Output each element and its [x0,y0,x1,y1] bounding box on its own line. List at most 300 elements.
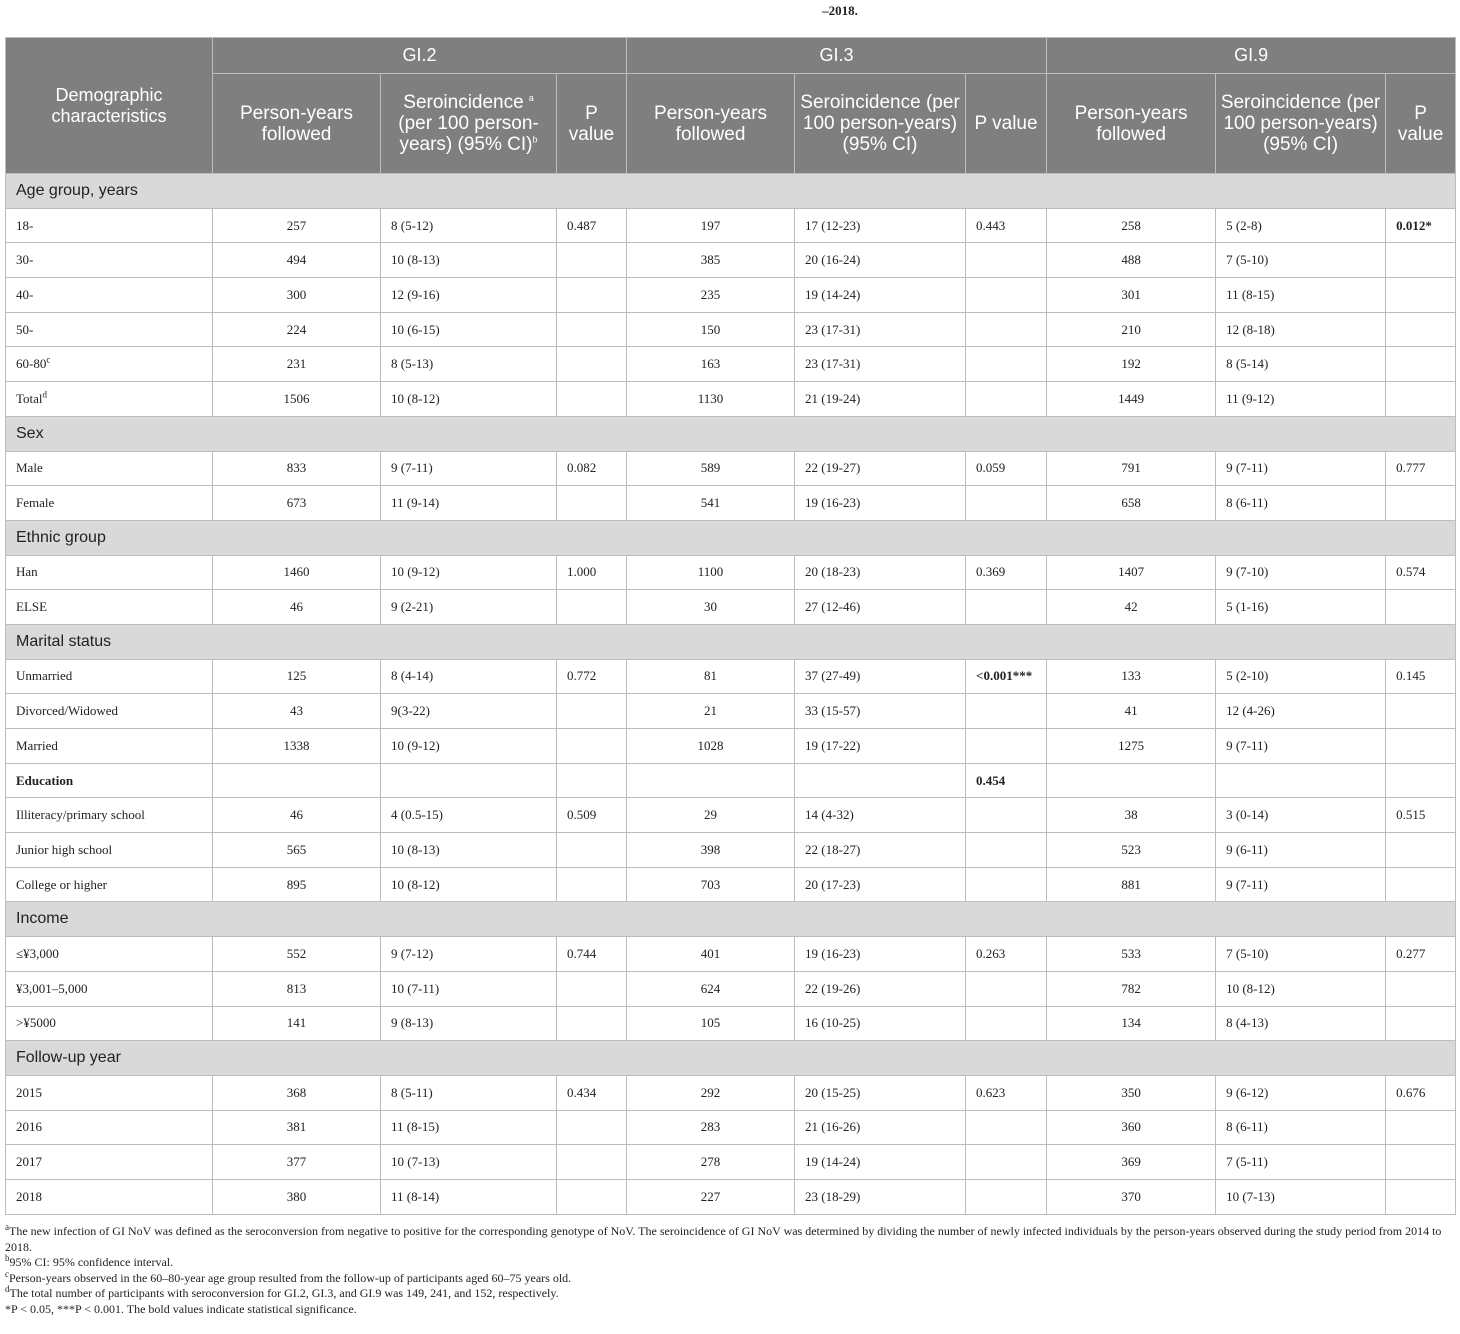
row-label-text: College or higher [16,876,107,892]
seroincidence-cell: 20 (15-25) [795,1075,966,1110]
person-years-cell: 488 [1047,243,1216,278]
row-label-text: Total [16,390,43,406]
seroincidence-cell: 11 (8-15) [1216,278,1386,313]
person-years-cell: 1130 [627,382,795,417]
person-years-header: Person-years followed [213,74,381,174]
seroincidence-header [381,74,557,174]
row-label [6,1006,213,1041]
row-label-text: Female [16,495,55,511]
seroincidence-unit: (per 100 person-years) (95% CI) [398,113,539,155]
seroincidence-cell: 9 (7-11) [1216,867,1386,902]
person-years-cell: 589 [627,451,795,486]
p-value-cell [1386,1110,1456,1145]
person-years-cell: 300 [213,278,381,313]
seroincidence-cell: 20 (16-24) [795,243,966,278]
person-years-cell [1047,763,1216,798]
p-value-cell: 0.574 [1386,555,1456,590]
table-row [6,1145,1456,1180]
p-value-cell [1386,278,1456,313]
p-value-cell: 0.777 [1386,451,1456,486]
person-years-cell: 782 [1047,971,1216,1006]
person-years-cell: 541 [627,486,795,521]
table-row [6,1006,1456,1041]
p-value-cell [1386,243,1456,278]
row-label-text: 2016 [16,1119,42,1135]
row-label-text: 2018 [16,1188,42,1204]
row-label-text: ≤¥3,000 [16,945,59,961]
row-label-text: Male [16,460,43,476]
seroincidence-cell [381,763,557,798]
person-years-cell: 1028 [627,729,795,764]
footnote-text: 95% CI: 95% confidence interval. [9,1255,174,1269]
row-label-text: Divorced/Widowed [16,703,119,719]
row-label [6,833,213,868]
row-label [6,659,213,694]
seroincidence-cell: 10 (7-11) [381,971,557,1006]
person-years-cell: 673 [213,486,381,521]
table-body [6,174,1456,1215]
row-label [6,555,213,590]
p-value-cell: 0.263 [966,937,1047,972]
person-years-cell: 192 [1047,347,1216,382]
row-label-text: 2017 [16,1154,42,1170]
footnote-text: The new infection of GI NoV was defined as the seroconversion from negative to positive for the corresponding genotype of NoV. The seroincidence of GI NoV was determined by dividing the number of newly infected individuals by the person-years observed during the study period from 2014 to 2018. [5,1224,1442,1254]
p-value-cell: 0.082 [557,451,627,486]
person-years-cell: 283 [627,1110,795,1145]
person-years-cell: 38 [1047,798,1216,833]
p-value-cell [557,971,627,1006]
table-row [6,382,1456,417]
seroincidence-cell: 10 (8-13) [381,833,557,868]
person-years-cell: 41 [1047,694,1216,729]
footnotes [5,1224,1457,1317]
person-years-cell: 29 [627,798,795,833]
p-value-cell [966,867,1047,902]
person-years-cell: 150 [627,312,795,347]
row-label-text: ¥3,001–5,000 [16,980,88,996]
footnote-text: *P < 0.05, ***P < 0.001. The bold values indicate statistical significance. [5,1301,357,1316]
person-years-cell: 278 [627,1145,795,1180]
person-years-cell: 350 [1047,1075,1216,1110]
row-label-text: Married [16,737,58,753]
seroincidence-cell: 14 (4-32) [795,798,966,833]
p-value-cell: 0.434 [557,1075,627,1110]
seroincidence-cell [1216,763,1386,798]
row-label [6,486,213,521]
seroincidence-cell: 37 (27-49) [795,659,966,694]
table-row [6,486,1456,521]
row-label [6,1179,213,1214]
person-years-cell: 565 [213,833,381,868]
p-value-cell [1386,867,1456,902]
person-years-cell: 141 [213,1006,381,1041]
seroincidence-cell: 9 (7-11) [381,451,557,486]
p-value-cell [966,1145,1047,1180]
seroincidence-title: Seroincidence [1220,92,1342,113]
person-years-cell: 163 [627,347,795,382]
p-value-cell: 0.443 [966,208,1047,243]
p-value-cell [1386,486,1456,521]
person-years-cell: 227 [627,1179,795,1214]
seroincidence-cell: 22 (19-26) [795,971,966,1006]
seroincidence-cell: 9 (8-13) [381,1006,557,1041]
person-years-cell: 360 [1047,1110,1216,1145]
seroincidence-cell: 8 (5-12) [381,208,557,243]
person-years-cell: 30 [627,590,795,625]
person-years-cell: 494 [213,243,381,278]
table-row [6,555,1456,590]
p-value-cell: 0.487 [557,208,627,243]
seroincidence-cell: 10 (8-12) [381,867,557,902]
row-label [6,971,213,1006]
p-value-cell [1386,590,1456,625]
person-years-cell: 368 [213,1075,381,1110]
p-value-cell [1386,347,1456,382]
seroincidence-cell: 5 (1-16) [1216,590,1386,625]
p-value-cell [557,278,627,313]
person-years-cell: 258 [1047,208,1216,243]
table-row [6,1179,1456,1214]
footnote-mark: a [528,92,534,103]
row-label [6,382,213,417]
person-years-cell: 369 [1047,1145,1216,1180]
person-years-cell: 624 [627,971,795,1006]
seroincidence-cell: 19 (16-23) [795,486,966,521]
row-label-text: 18- [16,217,34,233]
p-value-cell [557,312,627,347]
table-row [6,763,1456,798]
table-row [6,278,1456,313]
seroincidence-cell: 9 (6-11) [1216,833,1386,868]
person-years-cell: 385 [627,243,795,278]
row-label-text: 50- [16,321,34,337]
p-value-cell [966,312,1047,347]
seroincidence-cell: 12 (9-16) [381,278,557,313]
table-row [6,937,1456,972]
p-value-cell [966,486,1047,521]
seroincidence-cell: 10 (6-15) [381,312,557,347]
seroincidence-cell: 10 (7-13) [381,1145,557,1180]
seroincidence-cell: 8 (6-11) [1216,1110,1386,1145]
person-years-cell [213,763,381,798]
row-label [6,208,213,243]
p-value-cell [966,833,1047,868]
p-value-cell [966,694,1047,729]
p-value-cell [966,347,1047,382]
p-value-cell [557,867,627,902]
seroincidence-cell: 8 (4-14) [381,659,557,694]
row-label-text: 60-80 [16,356,47,372]
person-years-cell: 895 [213,867,381,902]
seroincidence-cell: 9(3-22) [381,694,557,729]
p-value-cell [1386,1179,1456,1214]
section-row [6,1041,1456,1076]
seroincidence-table [5,37,1456,1215]
p-value-cell: 0.772 [557,659,627,694]
person-years-cell: 210 [1047,312,1216,347]
person-years-cell: 46 [213,798,381,833]
table-row [6,451,1456,486]
p-value-cell [966,243,1047,278]
person-years-cell: 791 [1047,451,1216,486]
seroincidence-cell: 12 (8-18) [1216,312,1386,347]
p-value-cell [557,243,627,278]
p-value-cell [1386,1145,1456,1180]
seroincidence-header [795,74,966,174]
person-years-cell: 703 [627,867,795,902]
person-years-cell: 1449 [1047,382,1216,417]
footnote [5,1255,1457,1271]
footnote [5,1224,1457,1255]
table-row [6,694,1456,729]
seroincidence-cell: 19 (16-23) [795,937,966,972]
seroincidence-cell: 9 (6-12) [1216,1075,1386,1110]
footnote-mark: d [42,389,48,400]
seroincidence-cell: 19 (14-24) [795,1145,966,1180]
p-value-cell [557,486,627,521]
section-title: Sex [6,416,1456,451]
p-value-cell: 0.509 [557,798,627,833]
table-row [6,243,1456,278]
p-value-cell [966,798,1047,833]
section-row [6,174,1456,209]
row-label-text: Han [16,564,38,580]
p-value-cell [557,1006,627,1041]
row-label-text: Junior high school [16,841,113,857]
seroincidence-cell: 7 (5-10) [1216,937,1386,972]
seroincidence-cell: 5 (2-8) [1216,208,1386,243]
person-years-cell: 401 [627,937,795,972]
person-years-cell [627,763,795,798]
p-value-cell: 1.000 [557,555,627,590]
seroincidence-cell: 10 (8-12) [1216,971,1386,1006]
section-row [6,624,1456,659]
p-value-cell: 0.676 [1386,1075,1456,1110]
seroincidence-cell: 11 (8-14) [381,1179,557,1214]
row-label [6,763,213,798]
table-row [6,867,1456,902]
row-label-text: 2015 [16,1084,42,1100]
table-row [6,312,1456,347]
person-years-cell: 881 [1047,867,1216,902]
footnote-mark: b [532,134,538,145]
seroincidence-cell: 17 (12-23) [795,208,966,243]
p-value-cell [557,590,627,625]
person-years-cell: 813 [213,971,381,1006]
row-label-text: Education [16,772,74,788]
seroincidence-cell: 9 (2-21) [381,590,557,625]
table-row [6,659,1456,694]
seroincidence-cell [795,763,966,798]
seroincidence-cell: 22 (18-27) [795,833,966,868]
seroincidence-cell: 8 (5-13) [381,347,557,382]
row-label [6,1145,213,1180]
person-years-cell: 1338 [213,729,381,764]
person-years-cell: 257 [213,208,381,243]
person-years-cell: 43 [213,694,381,729]
p-value-cell [1386,312,1456,347]
p-value-cell [966,971,1047,1006]
p-value-cell: 0.454 [966,763,1047,798]
seroincidence-cell: 7 (5-11) [1216,1145,1386,1180]
row-label-text: Illiteracy/primary school [16,807,145,823]
p-value-cell [557,1145,627,1180]
table-caption-fragment: –2018. [822,3,858,18]
p-value-cell: 0.012* [1386,208,1456,243]
person-years-cell: 381 [213,1110,381,1145]
footnote-mark: a [5,1222,9,1232]
p-value-cell [557,382,627,417]
footnote-text: The total number of participants with seroconversion for GI.2, GI.3, and GI.9 was 149, 241, and 152, respectively. [9,1286,559,1300]
row-label [6,312,213,347]
row-label-text: Unmarried [16,668,73,684]
row-label [6,1075,213,1110]
section-row [6,416,1456,451]
seroincidence-cell: 9 (7-11) [1216,451,1386,486]
p-value-cell [966,590,1047,625]
row-label-text: 30- [16,252,34,268]
seroincidence-cell: 23 (17-31) [795,312,966,347]
person-years-cell: 1407 [1047,555,1216,590]
row-label [6,729,213,764]
section-title: Follow-up year [6,1041,1456,1076]
row-label-text: >¥5000 [16,1015,56,1031]
seroincidence-cell: 8 (4-13) [1216,1006,1386,1041]
row-label [6,798,213,833]
person-years-cell: 523 [1047,833,1216,868]
person-years-cell: 370 [1047,1179,1216,1214]
footnote [5,1302,1457,1318]
p-value-cell [966,278,1047,313]
seroincidence-cell: 12 (4-26) [1216,694,1386,729]
p-value-cell [1386,382,1456,417]
row-label [6,937,213,972]
p-value-header: P value [1386,74,1456,174]
section-row [6,520,1456,555]
seroincidence-cell: 21 (19-24) [795,382,966,417]
row-label [6,243,213,278]
person-years-cell: 1460 [213,555,381,590]
table-row [6,729,1456,764]
row-label [6,451,213,486]
seroincidence-cell: 19 (14-24) [795,278,966,313]
seroincidence-cell: 33 (15-57) [795,694,966,729]
p-value-cell: 0.145 [1386,659,1456,694]
table-row [6,971,1456,1006]
section-title: Ethnic group [6,520,1456,555]
seroincidence-unit: (per 100 person-years) (95% CI) [802,92,960,155]
seroincidence-cell: 27 (12-46) [795,590,966,625]
seroincidence-cell: 21 (16-26) [795,1110,966,1145]
p-value-cell: 0.369 [966,555,1047,590]
p-value-cell [1386,729,1456,764]
p-value-cell [1386,971,1456,1006]
seroincidence-cell: 8 (5-14) [1216,347,1386,382]
seroincidence-cell: 9 (7-12) [381,937,557,972]
seroincidence-cell: 5 (2-10) [1216,659,1386,694]
p-value-cell: <0.001*** [966,659,1047,694]
section-title: Age group, years [6,174,1456,209]
row-label [6,694,213,729]
row-label [6,867,213,902]
seroincidence-title: Seroincidence [403,92,524,113]
footnote-mark: b [5,1253,10,1263]
person-years-cell: 133 [1047,659,1216,694]
footnote [5,1286,1457,1302]
row-label-text: 40- [16,286,34,302]
row-label-header: Demographic characteristics [6,38,213,174]
seroincidence-title: Seroincidence [800,92,921,113]
p-value-cell [966,729,1047,764]
footnote-mark: d [5,1284,10,1294]
p-value-cell: 0.515 [1386,798,1456,833]
p-value-cell [557,694,627,729]
p-value-cell [966,382,1047,417]
person-years-cell: 81 [627,659,795,694]
seroincidence-cell: 11 (9-12) [1216,382,1386,417]
p-value-cell [1386,833,1456,868]
p-value-cell [557,833,627,868]
group-header-gi3: GI.3 [627,38,1047,74]
person-years-header: Person-years followed [1047,74,1216,174]
person-years-cell: 292 [627,1075,795,1110]
seroincidence-cell: 8 (6-11) [1216,486,1386,521]
person-years-cell: 1506 [213,382,381,417]
person-years-cell: 46 [213,590,381,625]
row-label [6,347,213,382]
seroincidence-cell: 10 (9-12) [381,729,557,764]
person-years-cell: 21 [627,694,795,729]
seroincidence-cell: 10 (9-12) [381,555,557,590]
seroincidence-cell: 11 (8-15) [381,1110,557,1145]
seroincidence-cell: 20 (18-23) [795,555,966,590]
p-value-cell [557,1110,627,1145]
table-row [6,833,1456,868]
p-value-cell [966,1006,1047,1041]
person-years-cell: 197 [627,208,795,243]
seroincidence-cell: 22 (19-27) [795,451,966,486]
seroincidence-cell: 19 (17-22) [795,729,966,764]
seroincidence-cell: 9 (7-11) [1216,729,1386,764]
table-row [6,590,1456,625]
group-header-gi9: GI.9 [1047,38,1456,74]
seroincidence-cell: 23 (17-31) [795,347,966,382]
seroincidence-cell: 11 (9-14) [381,486,557,521]
person-years-cell: 301 [1047,278,1216,313]
p-value-header: P value [966,74,1047,174]
person-years-cell: 231 [213,347,381,382]
row-label-text: ELSE [16,599,48,615]
p-value-cell [1386,1006,1456,1041]
row-label [6,278,213,313]
person-years-cell: 1275 [1047,729,1216,764]
person-years-cell: 224 [213,312,381,347]
table-row [6,347,1456,382]
person-years-cell: 105 [627,1006,795,1041]
p-value-cell [557,763,627,798]
p-value-cell [966,1179,1047,1214]
seroincidence-cell: 10 (8-12) [381,382,557,417]
seroincidence-unit: (per 100 person-years) (95% CI) [1223,92,1381,155]
table-row [6,798,1456,833]
footnote-mark: c [5,1268,9,1279]
p-value-cell [966,1110,1047,1145]
p-value-cell [1386,763,1456,798]
person-years-cell: 235 [627,278,795,313]
seroincidence-cell: 4 (0.5-15) [381,798,557,833]
seroincidence-cell: 8 (5-11) [381,1075,557,1110]
seroincidence-cell: 23 (18-29) [795,1179,966,1214]
